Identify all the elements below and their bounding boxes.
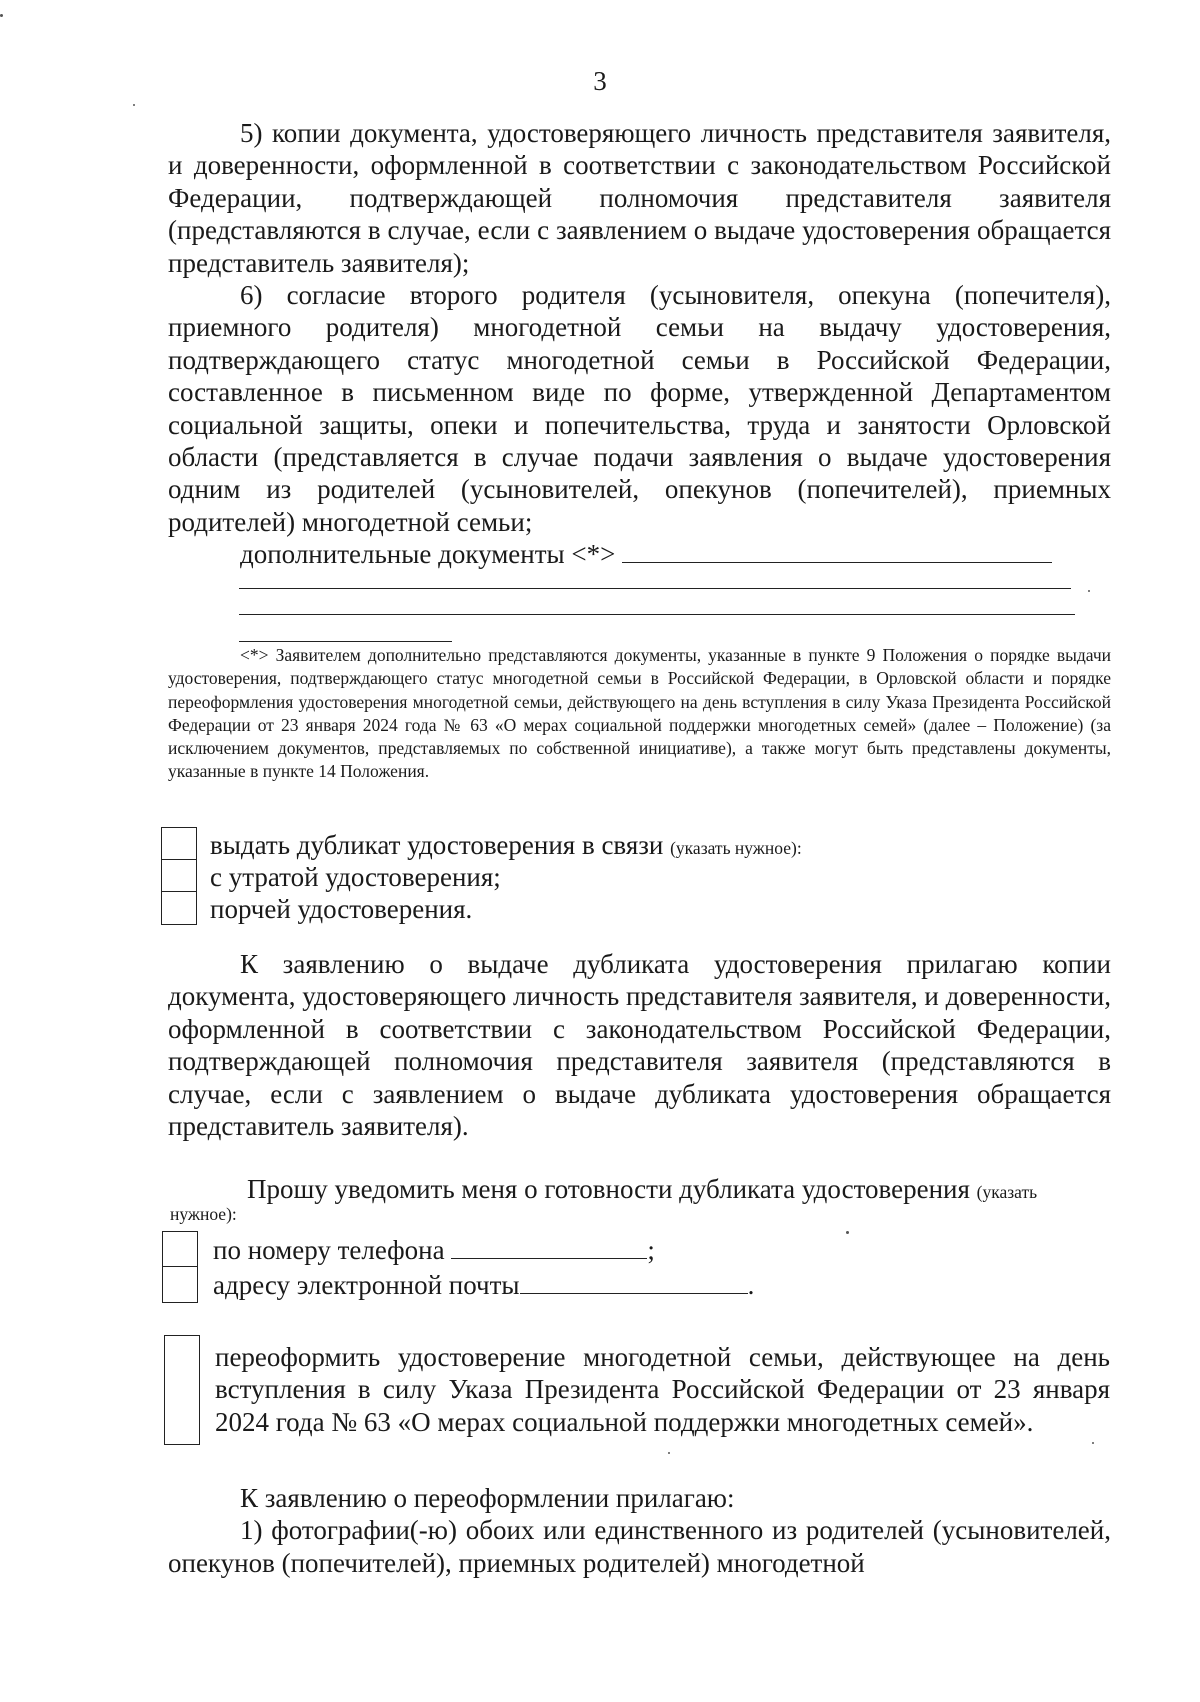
scan-speck: [1092, 1442, 1094, 1444]
page-number: 3: [593, 66, 607, 96]
option-issue-duplicate-note: (указать нужное):: [670, 838, 802, 858]
notify-line: [168, 1173, 1111, 1208]
reissue-block: [215, 1341, 1110, 1438]
item-5: 5) копии документа, удостоверяющего личность представителя заявителя, и доверенности, оформленной в соответствии с законодательством Российской Федерации, подтверждающей полномочия представителя заявителя (представляются в случае, если с заявлением о выдаче удостоверения обращается представитель заявителя);: [168, 118, 1111, 278]
footnote-text: <*> Заявителем дополнительно представляются документы, указанные в пункте 9 Положения о порядке выдачи удостоверения, подтверждающего статус многодетной семьи в Российской Федерации, в Орловской области и порядке переоформления удостоверения многодетной семьи, действующего на день вступления в силу Указа Президента Российской Федерации от 23 января 2024 года № 63 «О мерах социальной поддержки многодетных семей» (далее – Положение) (за исключением документов, представляемых по собственной инициативе), а также могут быть представлены документы, указанные в пункте 14 Положения.: [168, 645, 1111, 782]
scan-speck: [1088, 590, 1090, 592]
option-phone-label: по номеру телефона: [213, 1235, 445, 1265]
reissue-attachment-heading: К заявлению о переоформлении прилагаю:: [240, 1483, 735, 1513]
footnote: [168, 644, 1111, 784]
additional-docs-line: [168, 538, 1111, 570]
duplicate-attachment-block: [168, 948, 1111, 1142]
reissue-attachment-block: [168, 1482, 1111, 1579]
duplicate-attachment-text: К заявлению о выдаче дубликата удостоверения прилагаю копии документа, удостоверяющего личность представителя заявителя, и доверенности, оформленной в соответствии с законодательством Российской Федерации, подтверждающей полномочия представителя заявителя (представляются в случае, если с заявлением о выдаче дубликата удостоверения обращается представитель заявителя).: [168, 949, 1111, 1142]
additional-docs-label: дополнительные документы <*>: [240, 539, 616, 570]
document-list-items: [168, 117, 1111, 571]
item-6: 6) согласие второго родителя (усыновителя, опекуна (попечителя), приемного родителя) многодетной семьи на выдачу удостоверения, подтверждающего статус многодетной семьи в Российской Федерации, составленное в письменном виде по форме, утвержденной Департаментом социальной защиты, опеки и попечительства, труда и занятости Орловской области (представляется в случае подачи заявления о выдаче удостоверения одним из родителей (усыновителей, опекунов (попечителей), приемных родителей) многодетной семьи;: [168, 280, 1111, 537]
scan-speck: [846, 1231, 849, 1234]
option-email-end: .: [747, 1270, 755, 1300]
email-field[interactable]: [520, 1271, 748, 1294]
scan-speck: [0, 14, 3, 17]
option-issue-duplicate-label: выдать дубликат удостоверения в связи: [210, 830, 664, 860]
option-damage-label: порчей удостоверения.: [210, 894, 473, 924]
additional-docs-field[interactable]: [622, 540, 1052, 563]
additional-docs-line-2[interactable]: [239, 588, 1071, 589]
option-phone: [213, 1234, 655, 1266]
option-email-label: адресу электронной почты: [213, 1270, 520, 1300]
checkbox-issue-duplicate[interactable]: [161, 827, 197, 861]
checkbox-phone[interactable]: [162, 1231, 198, 1268]
option-phone-end: ;: [647, 1235, 655, 1265]
reissue-text: переоформить удостоверение многодетной семьи, действующее на день вступления в силу Указа Президента Российской Федерации от 23 января 2024 года № 63 «О мерах социальной поддержки многодетных семей».: [215, 1342, 1110, 1437]
notify-block: [168, 1173, 1111, 1208]
additional-docs-line-3[interactable]: [239, 614, 1075, 615]
reissue-attachment-item1: 1) фотографии(-ю) обоих или единственного из родителей (усыновителей, опекунов (попечителей), приемных родителей) многодетной: [168, 1515, 1111, 1578]
notify-note-part2: нужное):: [170, 1204, 237, 1224]
notify-text: Прошу уведомить меня о готовности дубликата удостоверения: [247, 1174, 970, 1204]
checkbox-reissue[interactable]: [164, 1335, 200, 1445]
scan-speck: [668, 1452, 670, 1454]
option-loss-label: с утратой удостоверения;: [210, 862, 501, 892]
checkbox-loss[interactable]: [161, 859, 197, 893]
footnote-separator: [239, 641, 452, 642]
checkbox-email[interactable]: [162, 1266, 198, 1303]
phone-field[interactable]: [451, 1236, 647, 1259]
notify-note-part1: (указать: [976, 1182, 1038, 1202]
checkbox-damage[interactable]: [161, 891, 197, 925]
option-issue-duplicate: [210, 829, 802, 864]
scan-speck: [133, 104, 135, 106]
option-email: [213, 1269, 754, 1301]
